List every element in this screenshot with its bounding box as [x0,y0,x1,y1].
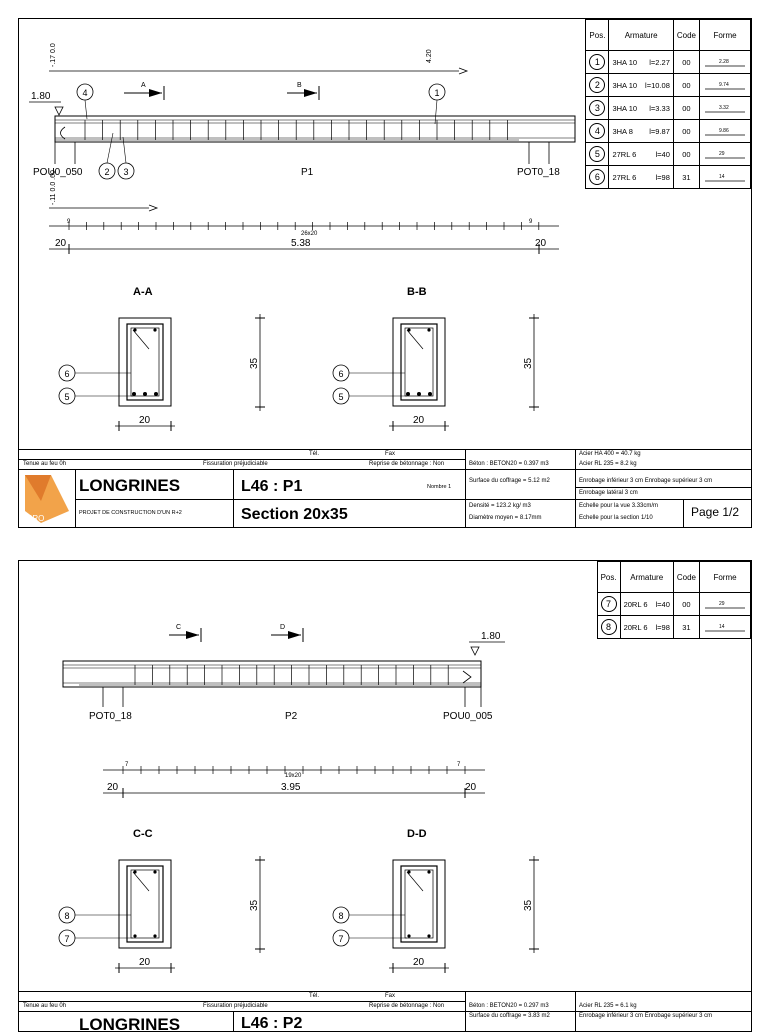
drawing-sheet-2 [18,560,752,1032]
bar-length: l=2.27 [649,57,670,67]
svg-text:20: 20 [107,782,119,793]
svg-text:5: 5 [338,392,344,402]
bar-length: l=9.87 [649,126,670,136]
section-title-c: C-C [133,828,153,840]
rebar-row [586,120,751,143]
rebar-row [586,97,751,120]
bar-shape [700,51,751,74]
top-ticks-right: 4.20 [426,49,433,63]
svg-text:3.32: 3.32 [719,105,729,111]
svg-text:2: 2 [104,167,110,177]
svg-text:4: 4 [82,88,88,98]
svg-text:2.28: 2.28 [719,59,729,65]
rebar-row [586,51,751,74]
svg-text:1: 1 [434,88,440,98]
svg-text:29: 29 [719,151,725,157]
svg-text:7: 7 [338,934,344,944]
armature: 3HA 10 [612,80,638,90]
bar-shape [700,166,751,189]
svg-text:9.74: 9.74 [719,82,729,88]
section-title-b: B-B [407,286,427,298]
drawing-sheet-1 [18,18,752,528]
armature: 27RL 6 [612,149,637,159]
bar-length: l=40 [655,599,670,609]
svg-text:35: 35 [249,357,260,369]
svg-text:20: 20 [139,415,151,426]
svg-text:9: 9 [67,219,71,225]
main-title: LONGRINES [79,476,181,495]
bar-shape [700,97,751,120]
svg-text:7: 7 [457,762,461,768]
section-arrow-a: A [141,82,146,89]
span-total-2: 3.95 [281,782,301,793]
bar-length: l=98 [655,172,670,182]
svg-text:35: 35 [523,357,534,369]
bar-length: l=10.08 [645,80,670,90]
section-arrow-d: D [280,624,286,631]
svg-text:20: 20 [413,957,425,968]
shape-code: 00 [673,51,699,74]
position-number: 5 [589,146,605,162]
beam-name-2: P2 [285,711,298,722]
shape-code: 00 [673,120,699,143]
top-ticks-left: -.17 0.0 [50,43,57,67]
title-block-2: Tél. Fax Tenue au feu 0h Fissuration préjudiciable Reprise de bétonnage : Non Béton : BETON20 = 0.297 m3 Acier RL 235 = 6.1 kg Surface du coffrage = 3.83 m2 Enrobage inférieur 3 cm Enrobage supérieur 3 cm LONGRINES L46 : P2 [19,991,751,1031]
svg-text:20: 20 [535,238,547,249]
rebar-row [586,74,751,97]
bar-length: l=3.33 [649,103,670,113]
position-number: 4 [589,123,605,139]
element-label: L46 : P1 [241,478,303,495]
bar-length: l=40 [655,149,670,159]
stirrup-spacing: 26x20 [301,231,318,237]
svg-text:8: 8 [338,911,344,921]
bar-shape [700,120,751,143]
span-total: 5.38 [291,238,311,249]
svg-text:PRO: PRO [27,514,45,523]
section-label: Section 20x35 [241,506,348,523]
svg-text:6: 6 [64,369,70,379]
section-arrow-c: C [176,624,182,631]
svg-text:35: 35 [523,899,534,911]
position-number: 7 [601,596,617,612]
shape-code: 00 [673,143,699,166]
shape-code: 00 [673,97,699,120]
right-support-label: POT0_18 [517,167,560,178]
svg-text:9.86: 9.86 [719,128,729,134]
svg-text:7: 7 [64,934,70,944]
section-title-a: A-A [133,286,153,298]
svg-text:20: 20 [465,782,477,793]
rebar-row [586,166,751,189]
svg-text:14: 14 [719,174,725,180]
bar-shape [700,616,751,639]
shape-code: 00 [673,593,699,616]
shape-code: 00 [673,74,699,97]
svg-text:29: 29 [719,601,725,607]
rebar-row [597,593,750,616]
stirrup-spacing-2: 19x20 [285,773,302,779]
level-label-2: 1.80 [481,631,501,642]
svg-text:20: 20 [139,957,151,968]
right-support-label-2: POU0_005 [443,711,493,722]
lower-ticks: -.11 0.0 .60 [50,170,57,205]
rebar-table-1: Pos. Armature Code Forme 1 3HA 10 l=2.27 00 2.28 2 3HA 10 l=10.08 00 9.74 3 3HA 10 l=3.33 00 3.32 4 3HA 8 l=9.87 00 9.86 5 27RL 6 l=40 00 29 6 27RL 6 l=98 31 14 [585,19,751,189]
bar-length: l=98 [655,622,670,632]
svg-text:7: 7 [125,762,129,768]
svg-text:8: 8 [64,911,70,921]
svg-text:5: 5 [64,392,70,402]
armature: 3HA 10 [612,57,638,67]
bar-shape [700,74,751,97]
position-number: 2 [589,77,605,93]
position-number: 1 [589,54,605,70]
position-number: 3 [589,100,605,116]
rebar-row [586,143,751,166]
page-number: Page 1/2 [691,505,740,519]
armature: 20RL 6 [623,622,648,632]
shape-code: 31 [673,166,699,189]
svg-text:20: 20 [55,238,67,249]
title-block-1: Tél. Fax Tenue au feu 0h Fissuration préjudiciable Reprise de bétonnage : Non PRO LONGRINES PROJET DE CONSTRUCTION D'UN R+2 L46 : P1 Section 20x35 Nombre 1 Béton : BETON20 = 0.397 m3 Surface du coffrage = 5.12 m2 Densité = 123.2 kg/ m3 Diamètre moyen = 8.17mm Acier HA 400 = 40.7 kg Acier RL 235 = 8.2 kg Enrobage inférieur 3 cm Enrobage supérieur 3 cm Enrobage latéral 3 cm Echelle pour la vue 3.33cm/m Echelle pour la section 1/10 Page 1/2 [19,449,751,527]
section-title-d: D-D [407,828,427,840]
rebar-row [597,616,750,639]
armature: 27RL 6 [612,172,637,182]
svg-text:20: 20 [413,415,425,426]
svg-text:35: 35 [249,899,260,911]
svg-text:14: 14 [719,624,725,630]
left-support-label: POU0_050 [33,167,83,178]
svg-text:3: 3 [123,167,129,177]
armature: 3HA 8 [612,126,633,136]
armature: 20RL 6 [623,599,648,609]
armature: 3HA 10 [612,103,638,113]
software-logo [21,471,73,525]
left-support-label-2: POT0_18 [89,711,132,722]
bar-shape [700,593,751,616]
rebar-table-2: Pos. Armature Code Forme 7 20RL 6 l=40 00 29 8 20RL 6 l=98 31 14 [597,561,751,639]
position-number: 6 [589,169,605,185]
position-number: 8 [601,619,617,635]
level-label: 1.80 [31,91,51,102]
svg-text:9: 9 [529,219,533,225]
shape-code: 31 [673,616,699,639]
bar-shape [700,143,751,166]
beam-name: P1 [301,167,314,178]
svg-text:6: 6 [338,369,344,379]
section-arrow-b: B [297,82,302,89]
